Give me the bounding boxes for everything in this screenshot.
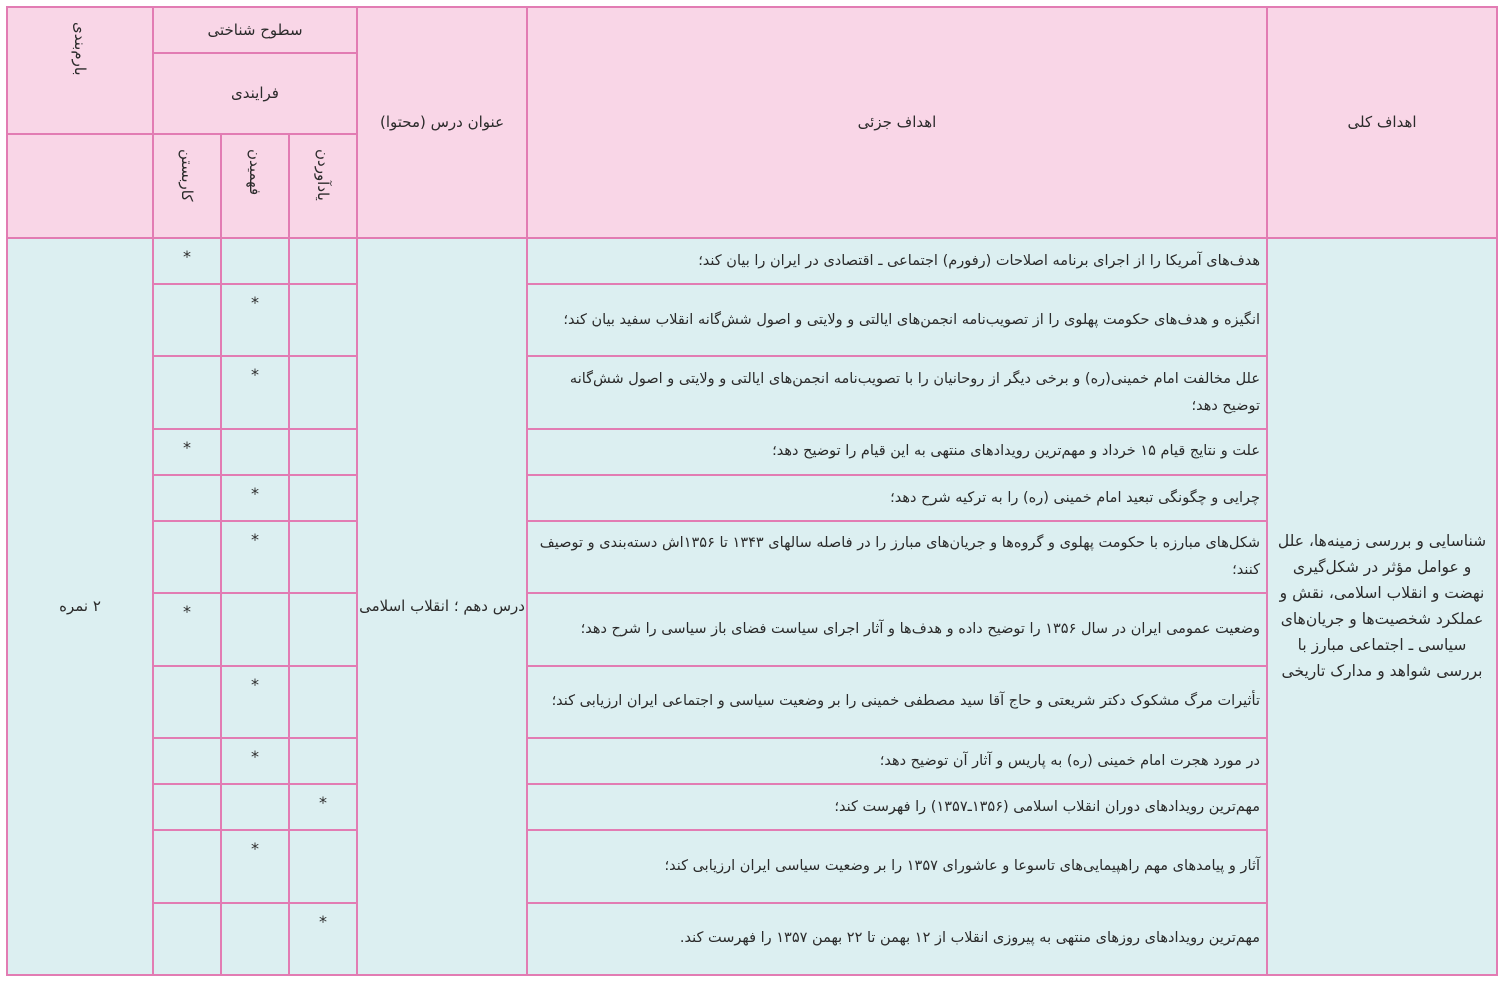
level-understand-mark xyxy=(221,784,289,830)
level-remember-mark xyxy=(289,830,357,902)
objective-cell: شکل‌های مبارزه با حکومت پهلوی و گروه‌ها و جریان‌های مبارز را در فاصله سالهای ۱۳۴۳ تا ۱۳۵۶اش دسته‌بندی و توصیف کنند؛ xyxy=(527,521,1267,593)
level-apply-mark xyxy=(153,666,221,738)
level-understand-mark: * xyxy=(221,666,289,738)
objective-cell: مهم‌ترین رویدادهای روزهای منتهی به پیروزی انقلاب از ۱۲ بهمن تا ۲۲ بهمن ۱۳۵۷ را فهرست کند. xyxy=(527,903,1267,975)
level-understand-mark: * xyxy=(221,738,289,784)
level-apply-mark xyxy=(153,738,221,784)
header-score xyxy=(7,7,153,134)
level-apply-mark xyxy=(153,830,221,902)
level-remember-mark xyxy=(289,593,357,665)
header-level-understand: فهمیدن xyxy=(221,134,289,238)
level-understand-mark: * xyxy=(221,356,289,428)
objective-cell: تأثیرات مرگ مشکوک دکتر شریعتی و حاج آقا سید مصطفی خمینی را بر وضعیت سیاسی و اجتماعی ایران ارزیابی کند؛ xyxy=(527,666,1267,738)
level-remember-mark xyxy=(289,475,357,521)
level-apply-mark: * xyxy=(153,593,221,665)
objectives-table xyxy=(6,6,1498,976)
level-remember-mark xyxy=(289,356,357,428)
level-remember-mark xyxy=(289,284,357,356)
lesson-title-cell: درس دهم ؛ انقلاب اسلامی xyxy=(357,238,527,975)
objective-cell: هدف‌های آمریکا را از اجرای برنامه اصلاحات (رفورم) اجتماعی ـ اقتصادی در ایران را بیان کند؛ xyxy=(527,238,1267,284)
objective-cell: آثار و پیامدهای مهم راهپیمایی‌های تاسوعا و عاشورای ۱۳۵۷ را بر وضعیت سیاسی ایران ارزیابی کند؛ xyxy=(527,830,1267,902)
objective-cell: علل مخالفت امام خمینی(ره) و برخی دیگر از روحانیان را با تصویب‌نامه انجمن‌های ایالتی و ولایتی و اصول شش‌گانه توضیح دهد؛ xyxy=(527,356,1267,428)
level-understand-mark xyxy=(221,903,289,975)
level-remember-mark: * xyxy=(289,903,357,975)
level-understand-mark: * xyxy=(221,475,289,521)
header-score-blank xyxy=(7,134,153,238)
objective-cell: در مورد هجرت امام خمینی (ره) به پاریس و آثار آن توضیح دهد؛ xyxy=(527,738,1267,784)
level-apply-mark xyxy=(153,284,221,356)
level-apply-mark: * xyxy=(153,429,221,475)
level-remember-mark: * xyxy=(289,784,357,830)
level-understand-mark: * xyxy=(221,830,289,902)
score-cell: ۲ نمره xyxy=(7,238,153,975)
level-apply-mark xyxy=(153,784,221,830)
level-apply-mark xyxy=(153,521,221,593)
header-level-apply: کاربستن xyxy=(153,134,221,238)
level-understand-mark: * xyxy=(221,521,289,593)
level-apply-mark xyxy=(153,903,221,975)
header-score-label: بارم‌بندی xyxy=(71,22,89,76)
objective-cell: علت و نتایج قیام ۱۵ خرداد و مهم‌ترین رویدادهای منتهی به این قیام را توضیح دهد؛ xyxy=(527,429,1267,475)
header-process: فرایندی xyxy=(153,53,357,133)
level-understand-mark: * xyxy=(221,284,289,356)
level-apply-mark: * xyxy=(153,238,221,284)
header-lesson-title: عنوان درس (محتوا) xyxy=(357,7,527,238)
level-remember-mark xyxy=(289,666,357,738)
level-remember-mark xyxy=(289,238,357,284)
table-row xyxy=(7,238,1497,284)
level-understand-mark xyxy=(221,593,289,665)
objective-cell: انگیزه و هدف‌های حکومت پهلوی را از تصویب‌نامه انجمن‌های ایالتی و ولایتی و اصول شش‌گانه انقلاب سفید بیان کند؛ xyxy=(527,284,1267,356)
level-understand-mark xyxy=(221,238,289,284)
header-partial-goals: اهداف جزئی xyxy=(527,7,1267,238)
level-remember-mark xyxy=(289,429,357,475)
level-apply-mark xyxy=(153,356,221,428)
objective-cell: چرایی و چگونگی تبعید امام خمینی (ره) را به ترکیه شرح دهد؛ xyxy=(527,475,1267,521)
objective-cell: مهم‌ترین رویدادهای دوران انقلاب اسلامی (۱۳۵۶ـ۱۳۵۷) را فهرست کند؛ xyxy=(527,784,1267,830)
level-understand-mark xyxy=(221,429,289,475)
level-apply-mark xyxy=(153,475,221,521)
level-remember-mark xyxy=(289,521,357,593)
header-cognitive-levels: سطوح شناختی xyxy=(153,7,357,53)
header-general-goals: اهداف کلی xyxy=(1267,7,1497,238)
objective-cell: وضعیت عمومی ایران در سال ۱۳۵۶ را توضیح داده و هدف‌ها و آثار اجرای سیاست فضای باز سیاسی را شرح دهد؛ xyxy=(527,593,1267,665)
header-level-remember: یادآوردن xyxy=(289,134,357,238)
general-goal-cell: شناسایی و بررسی زمینه‌ها، علل و عوامل مؤثر در شکل‌گیری نهضت و انقلاب اسلامی، نقش و عملکرد شخصیت‌ها و جریان‌های سیاسی ـ اجتماعی مبارز با بررسی شواهد و مدارک تاریخی xyxy=(1267,238,1497,975)
level-remember-mark xyxy=(289,738,357,784)
